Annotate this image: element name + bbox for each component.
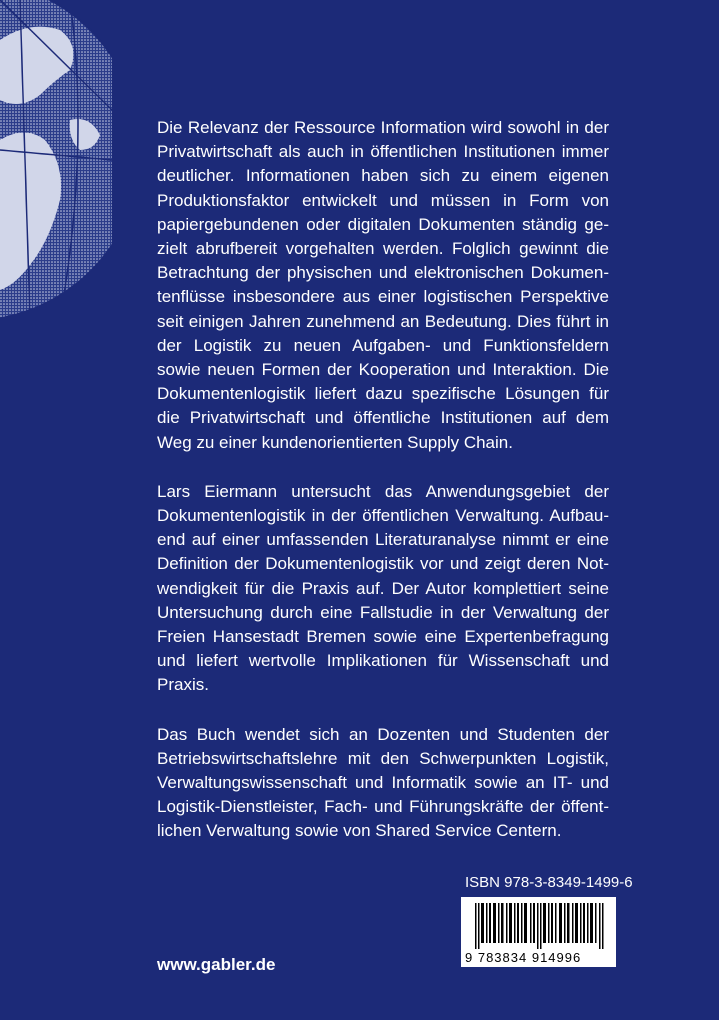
publisher-url[interactable]: www.gabler.de (157, 955, 276, 974)
isbn-label: ISBN 978-3-8349-1499-6 (465, 874, 633, 891)
blurb-text (157, 116, 609, 844)
barcode-bars (475, 903, 605, 949)
globe-graphic (0, 0, 112, 318)
barcode-digits: 9 783834 914996 (465, 950, 582, 965)
barcode (461, 897, 616, 967)
blurb-paragraph: Das Buch wendet sich an Dozenten und Studenten der Betriebswirtschaftslehre mit den Schwerpunkten Logistik, Verwaltungswissenschaft und Informatik sowie an IT- und Logistik-Dienstleister, Fach- und Führungskräfte der öffentlichen Verwaltung sowie von Shared Service Centern. (157, 724, 609, 841)
blurb-paragraph: Die Relevanz der Ressource Information wird sowohl in der Privatwirtschaft als auch in öffentlichen Institutionen immer deutlicher. Informationen haben sich zu einem eigenen Produktionsfaktor entwickelt und müssen in Form von papiergebundenen oder digitalen Dokumenten ständig gezielt abrufbereit vorgehalten werden. Folglich gewinnt die Betrachtung der physischen und elektronischen Dokumentenflüsse insbesondere aus einer logistischen Perspektive seit einigen Jahren zunehmend an Bedeutung. Dies führt in der Logistik zu neuen Aufgaben- und Funktionsfeldern sowie neuen Formen der Kooperation und Interaktion. Die Dokumentenlogistik liefert dazu spezifische Lösungen für die Privatwirtschaft und öffentliche Institutionen auf dem Weg zu einer kundenorientierten Supply Chain. (157, 118, 609, 452)
blurb-paragraph: Lars Eiermann untersucht das Anwendungsgebiet der Dokumentenlogistik in der öffentlichen Verwaltung. Aufbauend auf einer umfassenden Literaturanalyse nimmt er eine Definition der Dokumentenlogistik vor und zeigt deren Notwendigkeit für die Praxis auf. Der Autor komplettiert seine Untersuchung durch eine Fallstudie in der Verwaltung der Freien Hansestadt Bremen sowie eine Expertenbefragung und liefert wertvolle Implikationen für Wissenschaft und Praxis. (157, 481, 609, 695)
globe-illustration (0, 0, 112, 318)
